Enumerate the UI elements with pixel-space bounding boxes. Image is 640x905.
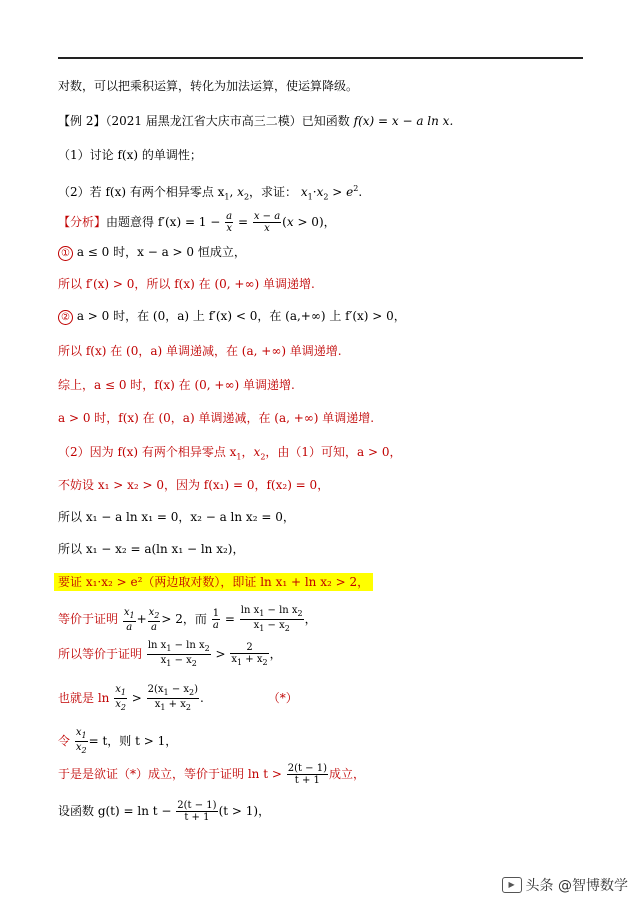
example-function: f(x) = x − a ln x. [353, 114, 454, 128]
case-2 [58, 308, 406, 325]
equivalent-2: 所以等价于证明 $\frac{\ln x_1 - \ln x_2}{x_1 - x_2}$ > $\frac{2}{x_1 + x_2}$ ， [58, 640, 282, 668]
example-source: （2021 届黑龙江省大庆市高三二模）已知函数 [105, 114, 354, 128]
case-1 [58, 244, 246, 261]
part-2-intro: （2）因为 f(x) 有两个相异零点 $x_1$，$x_2$，由（1）可知，a > 0， [58, 445, 402, 462]
equation-2: 所以 x₁ − x₂ = a(ln x₁ − ln x₂)， [58, 542, 245, 556]
example-label: 【例 2】 [58, 114, 106, 128]
question-2-text: （2）若 f(x) 有两个相异零点 x [58, 185, 225, 199]
let-text-2: = t，则 t > 1， [88, 734, 178, 748]
summary-2: a > 0 时，f(x) 在 (0，a) 单调递减，在 (a, +∞) 单调递增. [58, 411, 375, 425]
case-1-number: ① [58, 246, 73, 261]
question-1: （1）讨论 f(x) 的单调性； [58, 148, 202, 162]
case-1-result: 所以 f′(x) > 0，所以 f(x) 在 (0, +∞) 单调递增. [58, 277, 315, 291]
watermark-text: 头条 @智博数学 [525, 878, 628, 894]
summary-1: 综上，a ≤ 0 时，f(x) 在 (0, +∞) 单调递增. [58, 378, 295, 392]
part-2-text: （2）因为 f(x) 有两个相异零点 x [58, 445, 237, 459]
g-function-text-2: (t > 1)， [218, 804, 271, 818]
part-2-text-2: ，由（1）可知，a > 0， [265, 445, 402, 459]
equivalent-1-text-2: > 2，而 [161, 612, 207, 626]
wlog-line: 不妨设 x₁ > x₂ > 0，因为 f(x₁) = 0，f(x₂) = 0， [58, 478, 330, 492]
g-function-line: 设函数 g(t) = ln t − $\frac{2(t - 1)}{t + 1}$ (t > 1)， [58, 800, 271, 823]
example-header [58, 113, 453, 129]
equivalent-1: 等价于证明 $\frac{x_1}{a}$ + $\frac{x_2}{a}$ > 2，而 $\frac{1}{a}$ = $\frac{\ln x_1 - \ln x_2}{x_1 - x_2}$ ， [58, 605, 317, 633]
question-2-text-2: ，求证： [249, 185, 298, 199]
also-line: 也就是 ln $\frac{x_1}{x_2}$ > $\frac{2(x_1 - x_2)}{x_1 + x_2}$ . （*） [58, 684, 298, 712]
case-2-result: 所以 f(x) 在 (0，a) 单调递减，在 (a, +∞) 单调递增. [58, 344, 342, 358]
toutiao-icon: ▶ [502, 877, 522, 893]
intro-line: 对数，可以把乘积运算，转化为加法运算，使运算降级。 [58, 79, 359, 93]
analysis-text: 由题意得 f′(x) = 1 − [106, 215, 221, 229]
analysis-line: 【分析】由题意得 f′(x) = 1 − $\frac{a}{x}$ = $\frac{x - a}{x}$ (x > 0)， [58, 211, 336, 234]
case-2-text: a > 0 时，在 (0，a) 上 f′(x) < 0，在 (a,+∞) 上 f′(x) > 0， [76, 309, 406, 323]
case-1-text: a ≤ 0 时，x − a > 0 恒成立， [76, 245, 246, 259]
also-text: 也就是 ln [58, 691, 110, 705]
watermark [502, 875, 628, 895]
equivalent-1-text: 等价于证明 [58, 612, 119, 626]
goal-highlight: 要证 x₁·x₂ > e²（两边取对数），即证 ln x₁ + ln x₂ > 2， [54, 573, 373, 591]
then-text-2: 成立， [329, 767, 366, 781]
equivalent-2-text: 所以等价于证明 [58, 647, 143, 661]
goal-line [58, 574, 373, 590]
question-2: （2）若 f(x) 有两个相异零点 $x_1$, $x_2$，求证： $x_1\cdot x_2 > e^2$. [58, 184, 363, 202]
case-2-number: ② [58, 310, 73, 325]
let-line: 令 $\frac{x_1}{x_2}$ = t，则 t > 1， [58, 727, 178, 755]
then-text: 于是是欲证（*）成立，等价于证明 ln t > [58, 767, 282, 781]
equation-1: 所以 x₁ − a ln x₁ = 0，x₂ − a ln x₂ = 0， [58, 510, 295, 524]
analysis-label: 【分析】 [58, 215, 107, 229]
star-marker: （*） [267, 691, 298, 705]
g-function-text: 设函数 g(t) = ln t − [58, 804, 172, 818]
let-text: 令 [58, 734, 71, 748]
top-rule [58, 57, 583, 59]
then-line: 于是是欲证（*）成立，等价于证明 ln t > $\frac{2(t - 1)}{t + 1}$ 成立， [58, 763, 366, 786]
